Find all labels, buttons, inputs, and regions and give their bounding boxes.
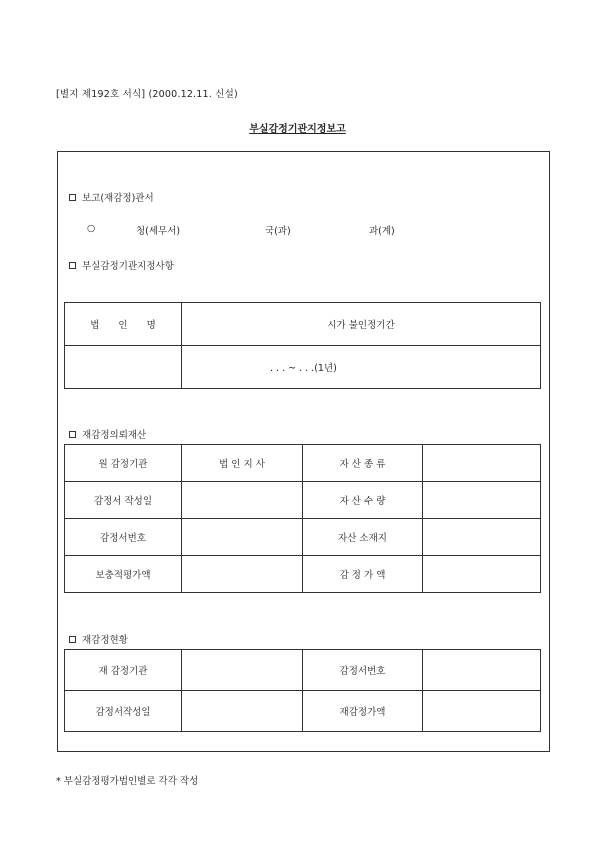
value-appraised-value[interactable]	[423, 556, 541, 593]
section-report-office	[69, 190, 154, 204]
form-reference-note: [별지 제192호 서식] (2000.12.11. 신설)	[56, 89, 238, 100]
value-asset-quantity[interactable]	[423, 482, 541, 519]
section-designation-label: 부실감정기관지정사항	[82, 261, 174, 272]
office-bureau: 국(과)	[265, 226, 291, 237]
checkbox-square-icon	[69, 194, 76, 201]
section-reappraisal-assets	[69, 427, 146, 441]
value-report-date[interactable]	[182, 691, 303, 732]
header-corporation-name: 법 인 명	[65, 303, 182, 346]
label-asset-type: 자 산 종 류	[303, 445, 423, 482]
value-appraisal-date[interactable]	[182, 482, 303, 519]
section-reappraisal-status-label: 재감정현황	[82, 635, 128, 646]
office-division: 과(계)	[369, 226, 395, 237]
label-appraised-value: 감 정 가 액	[303, 556, 423, 593]
section-designation	[69, 258, 174, 272]
label-report-date: 감정서작성일	[65, 691, 182, 732]
section-report-office-label: 보고(재감정)관서	[82, 193, 154, 204]
checkbox-square-icon	[69, 262, 76, 269]
label-asset-location: 자산 소재지	[303, 519, 423, 556]
value-asset-location[interactable]	[423, 519, 541, 556]
label-original-appraiser: 원 감정기관	[65, 445, 182, 482]
checkbox-square-icon	[69, 636, 76, 643]
label-asset-quantity: 자 산 수 량	[303, 482, 423, 519]
office-agency: 청(세무서)	[136, 226, 181, 237]
table-row	[65, 691, 541, 732]
office-circle-mark: ○	[87, 223, 96, 234]
value-report-number[interactable]	[423, 650, 541, 691]
footnote: * 부실감정평가법인별로 각각 작성	[56, 776, 199, 787]
table-row	[65, 346, 541, 389]
reappraisal-status-table	[64, 649, 541, 732]
document-title	[0, 120, 595, 135]
value-supplementary-value[interactable]	[182, 556, 303, 593]
table-row	[65, 556, 541, 593]
table-row	[65, 303, 541, 346]
document-title-text: 부실감정기관지정보고	[249, 124, 346, 135]
cell-corporation-name[interactable]	[65, 346, 182, 389]
header-non-recognition-period: 시가 불인정기간	[182, 303, 541, 346]
value-reappraised-value[interactable]	[423, 691, 541, 732]
table-row	[65, 519, 541, 556]
label-reappraised-value: 재감정가액	[303, 691, 423, 732]
section-reappraisal-status	[69, 632, 128, 646]
table-row	[65, 445, 541, 482]
reappraisal-assets-table	[64, 444, 541, 593]
value-corporation-branch: 법 인 지 사	[182, 445, 303, 482]
label-report-number: 감정서번호	[303, 650, 423, 691]
checkbox-square-icon	[69, 431, 76, 438]
designation-table	[64, 302, 541, 389]
table-row	[65, 482, 541, 519]
value-appraisal-number[interactable]	[182, 519, 303, 556]
label-reappraiser: 재 감정기관	[65, 650, 182, 691]
value-reappraiser[interactable]	[182, 650, 303, 691]
label-appraisal-date: 감정서 작성일	[65, 482, 182, 519]
section-reappraisal-assets-label: 재감정의뢰재산	[82, 430, 147, 441]
label-appraisal-number: 감정서번호	[65, 519, 182, 556]
value-asset-type[interactable]	[423, 445, 541, 482]
table-row	[65, 650, 541, 691]
cell-period[interactable]: . . . ~ . . .(1년)	[182, 346, 541, 389]
label-supplementary-value: 보충적평가액	[65, 556, 182, 593]
